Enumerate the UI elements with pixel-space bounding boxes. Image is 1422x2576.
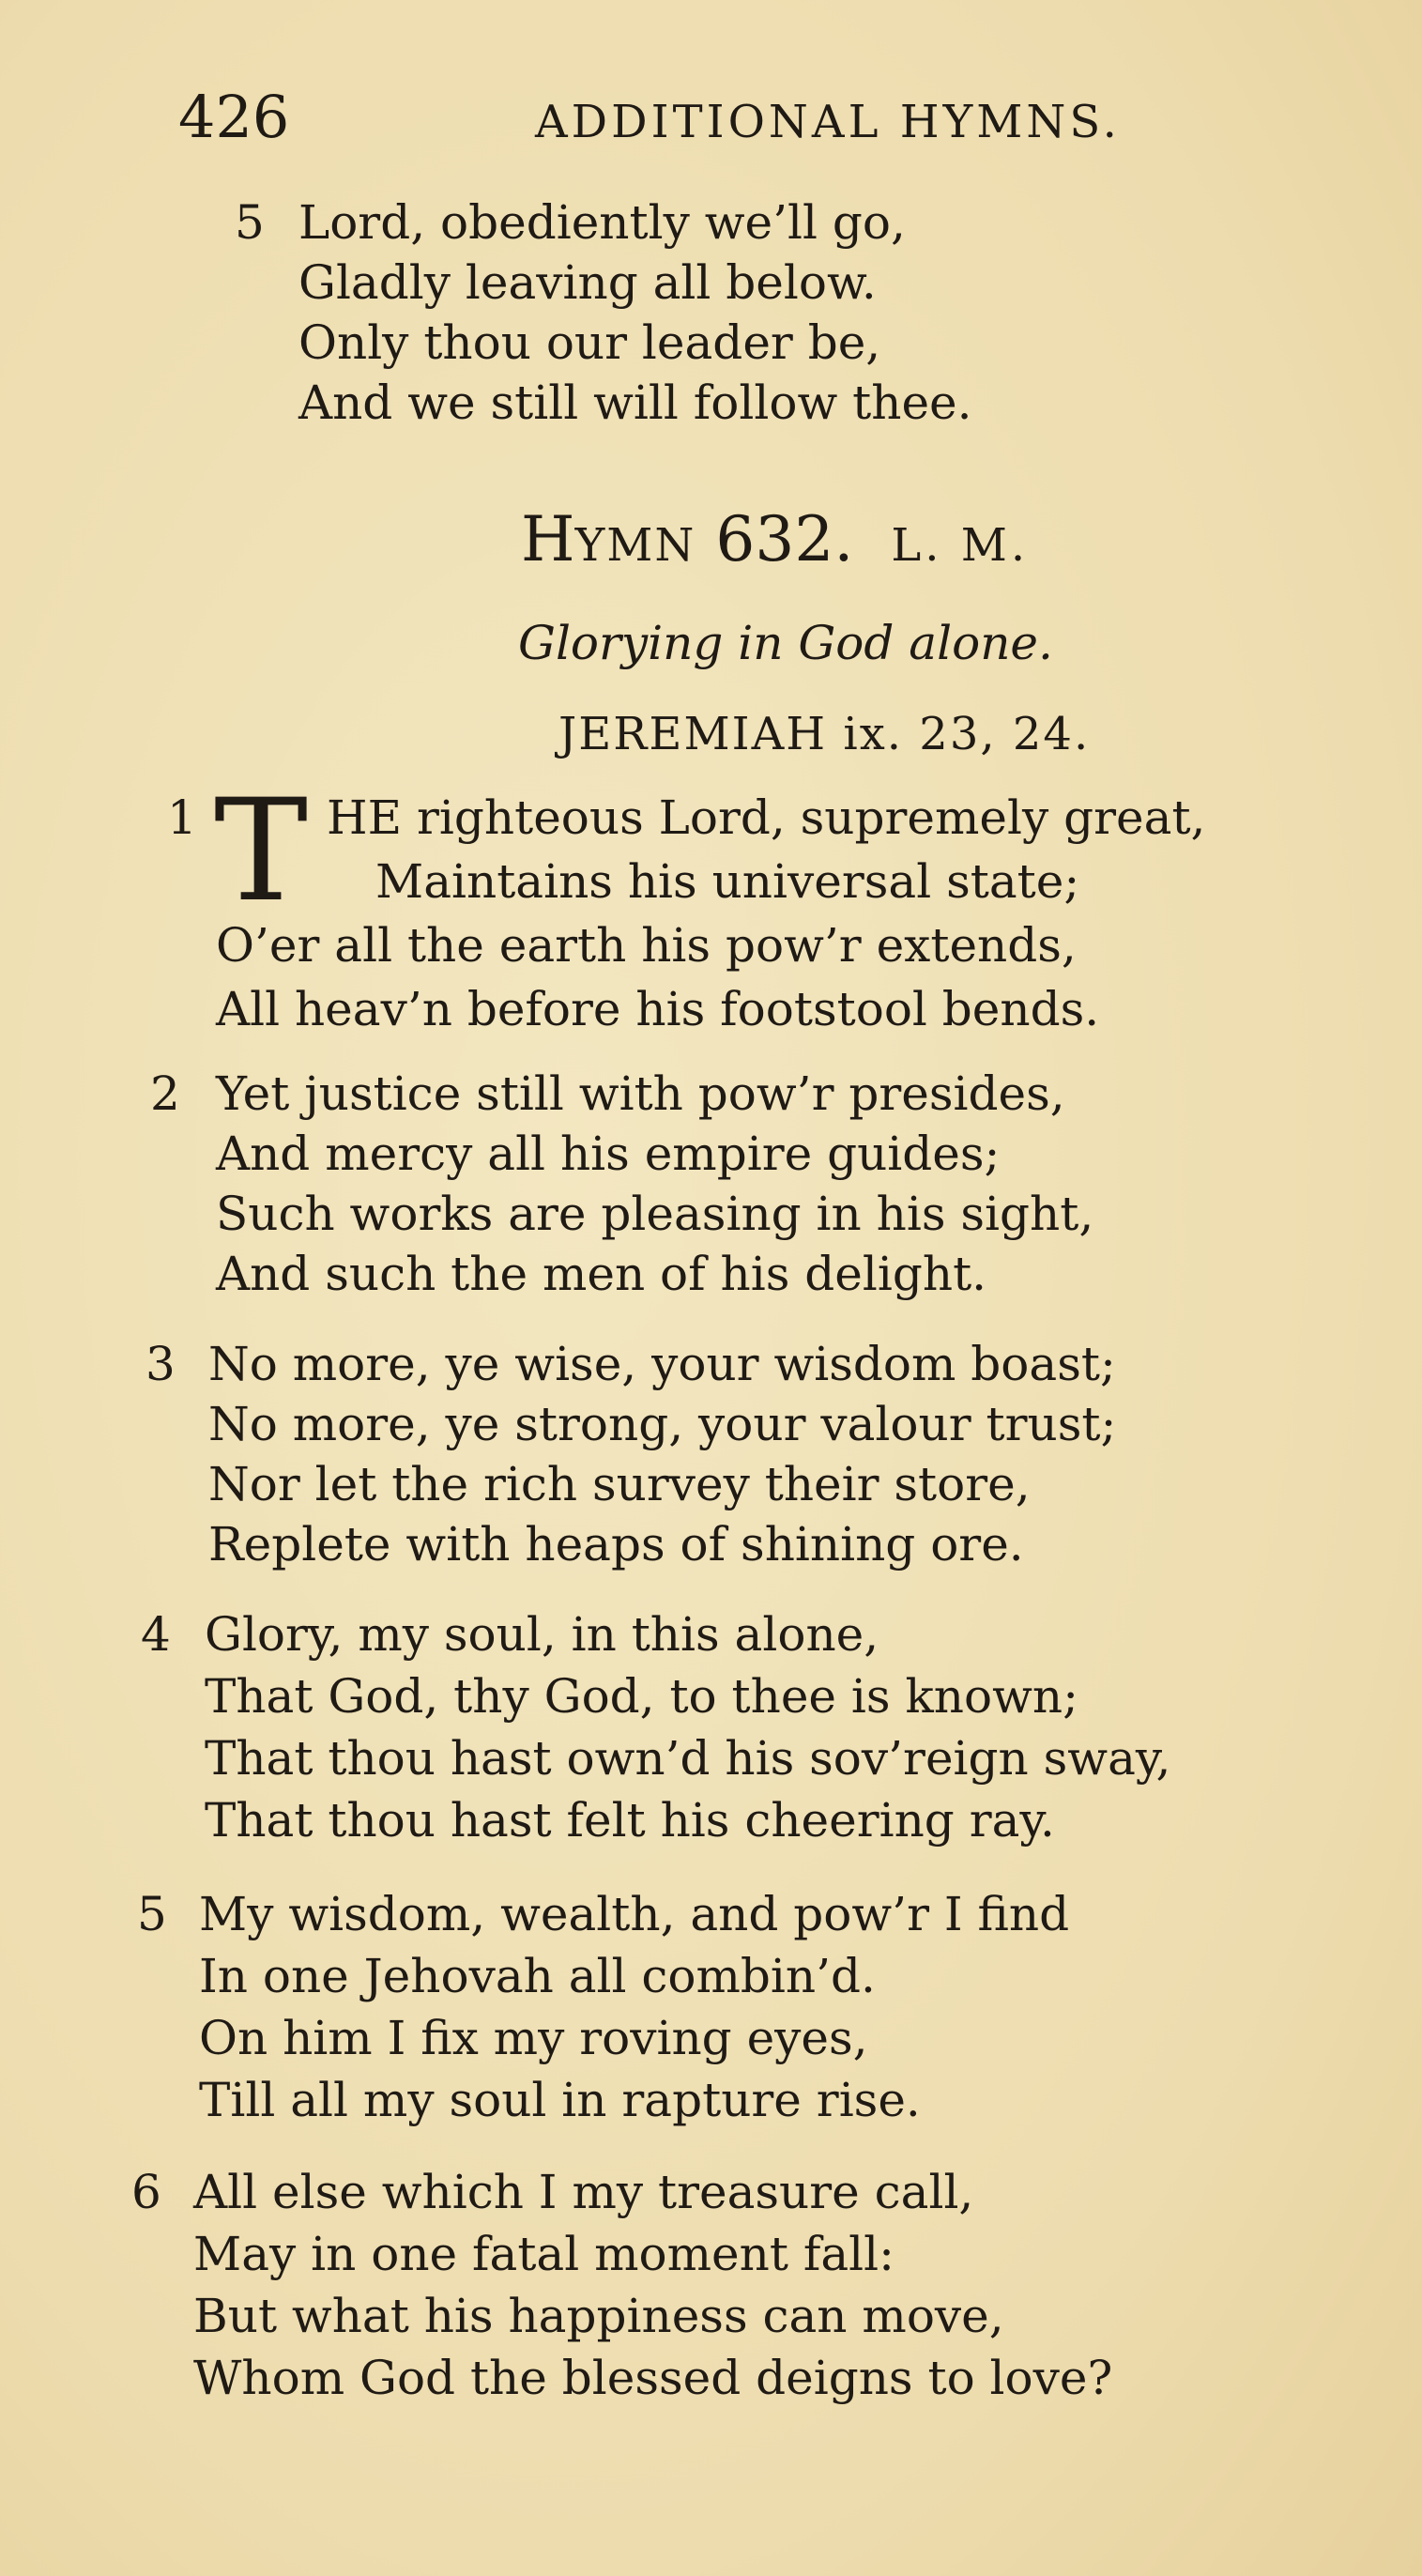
- verse-number: 5: [235, 195, 265, 250]
- verse-line: All else which I my treasure call,: [193, 2165, 974, 2219]
- verse-line: And mercy all his empire guides;: [216, 1127, 1001, 1181]
- verse-line: Such works are pleasing in his sight,: [216, 1187, 1094, 1241]
- verse-line: On him I fix my roving eyes,: [199, 2011, 868, 2065]
- verse-line: Maintains his universal state;: [375, 854, 1080, 909]
- verse-line: No more, ye strong, your valour trust;: [208, 1397, 1117, 1451]
- hymn-meter: L. M.: [891, 519, 1030, 572]
- verse-number: 3: [145, 1337, 176, 1391]
- verse-line: Only thou our leader be,: [298, 315, 881, 370]
- verse-line: But what his happiness can move,: [193, 2289, 1004, 2343]
- verse-line: May in one fatal moment fall:: [193, 2227, 894, 2281]
- verse-number: 2: [150, 1066, 180, 1121]
- verse-number: 5: [137, 1887, 167, 1941]
- page-header: [178, 83, 1173, 167]
- scripture-reference: JEREMIAH ix. 23, 24.: [558, 708, 1091, 760]
- verse-number: 1: [167, 790, 197, 845]
- verse-line: And we still will follow thee.: [298, 376, 972, 430]
- verse-line: That thou hast felt his cheering ray.: [205, 1793, 1055, 1848]
- verse-number: 4: [141, 1607, 171, 1662]
- verse-line: Nor let the rich survey their store,: [208, 1457, 1031, 1511]
- verse-number: 6: [131, 2165, 161, 2219]
- hymn-subtitle: Glorying in God alone.: [518, 616, 1053, 670]
- running-head: ADDITIONAL HYMNS.: [535, 96, 1121, 148]
- verse-line: That God, thy God, to thee is known;: [205, 1669, 1078, 1724]
- drop-cap: T: [214, 770, 309, 933]
- verse-line: HE righteous Lord, supremely great,: [327, 790, 1206, 845]
- verse-line: O’er all the earth his pow’r extends,: [216, 918, 1077, 973]
- hymn-label-initial: H: [521, 503, 575, 575]
- page-number: 426: [178, 83, 290, 151]
- verse-line: No more, ye wise, your wisdom boast;: [208, 1337, 1116, 1391]
- hymn-number: 632.: [715, 503, 854, 575]
- verse-line: Gladly leaving all below.: [298, 255, 877, 310]
- verse-line: Lord, obediently we’ll go,: [298, 195, 906, 250]
- verse-line: Whom God the blessed deigns to love?: [193, 2351, 1113, 2405]
- verse-line: Yet justice still with pow’r presides,: [216, 1066, 1065, 1121]
- verse-line: My wisdom, wealth, and pow’r I find: [199, 1887, 1070, 1941]
- verse-line: That thou hast own’d his sov’reign sway,: [205, 1731, 1171, 1786]
- verse-line: And such the men of his delight.: [216, 1247, 987, 1301]
- verse-line: In one Jehovah all combin’d.: [199, 1949, 876, 2003]
- verse-line: Till all my soul in rapture rise.: [199, 2073, 921, 2127]
- verse-line: Glory, my soul, in this alone,: [205, 1607, 879, 1662]
- hymn-label-rest: YMN: [574, 519, 696, 572]
- verse-line: All heav’n before his footstool bends.: [216, 982, 1100, 1036]
- verse-line: Replete with heaps of shining ore.: [208, 1517, 1024, 1572]
- hymn-title: [521, 503, 1029, 575]
